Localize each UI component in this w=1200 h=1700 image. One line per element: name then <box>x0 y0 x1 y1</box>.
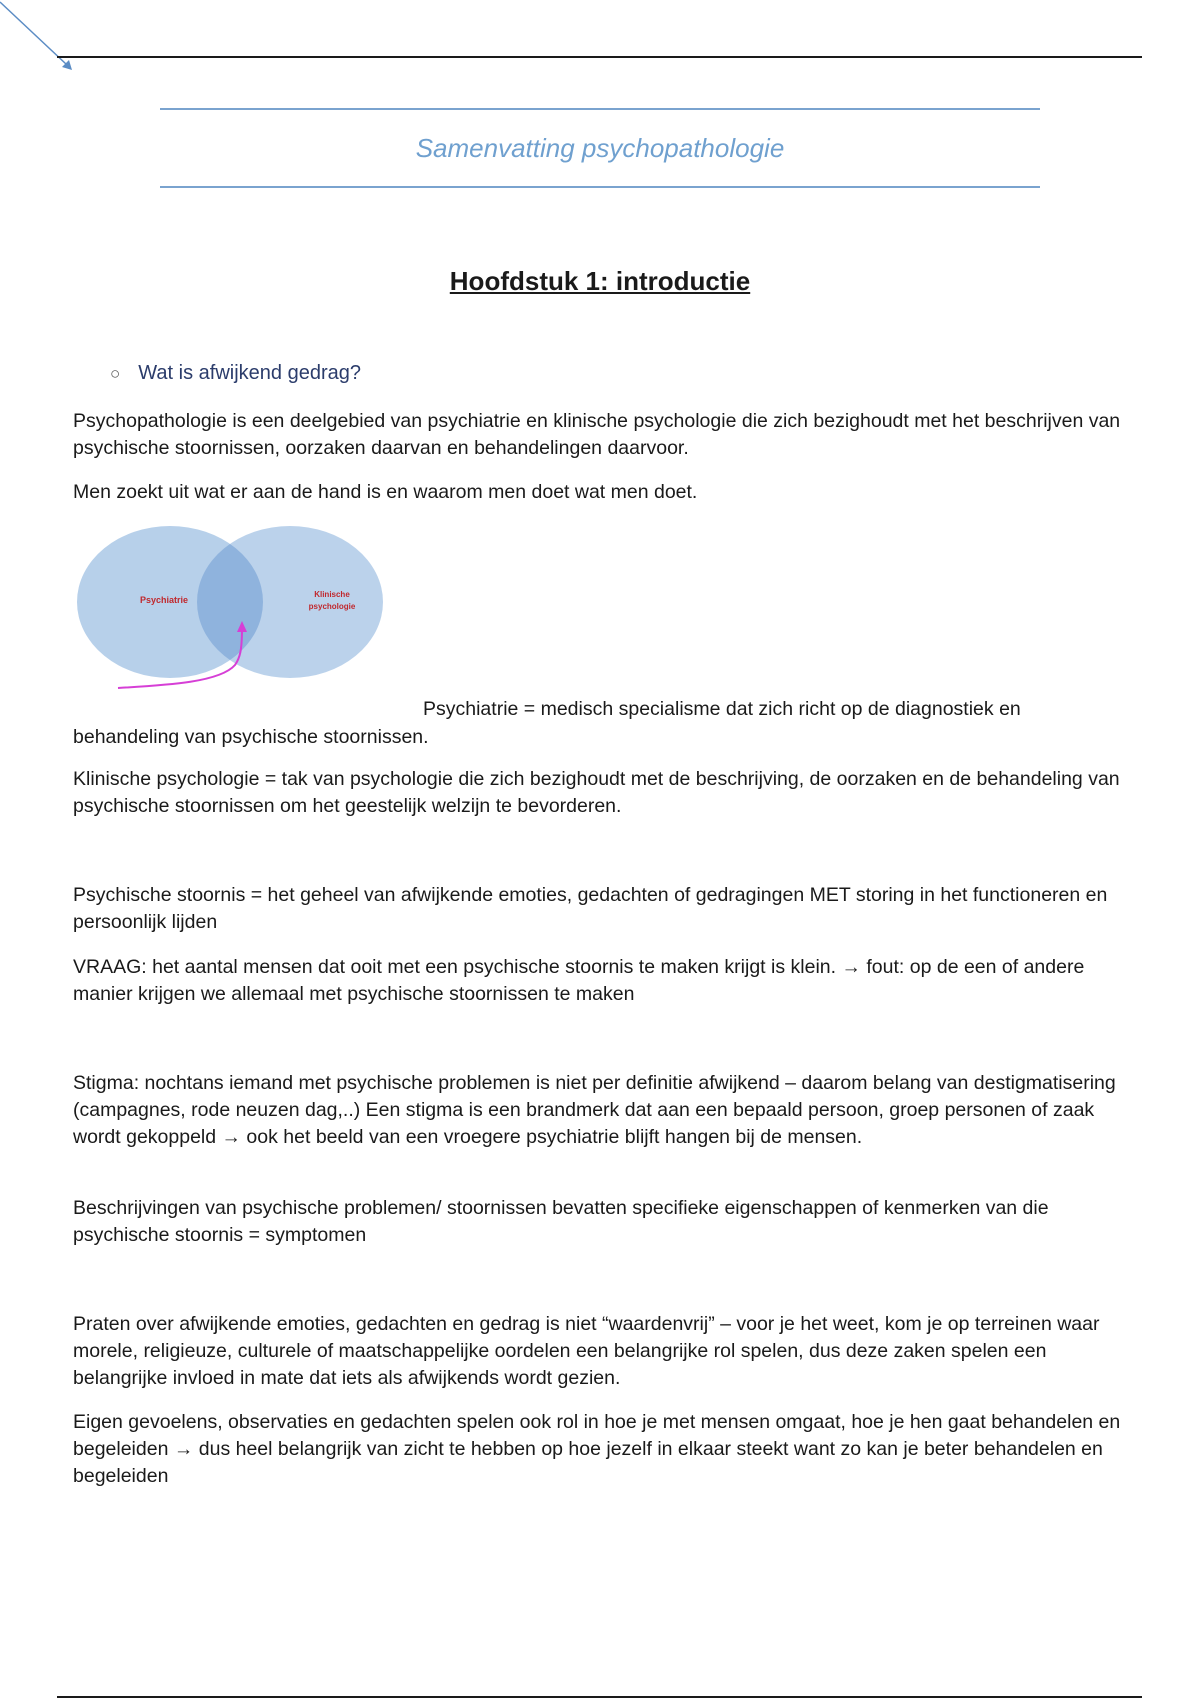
paragraph-psychic-disorder: Psychische stoornis = het geheel van afwijkende emoties, gedachten of gedragingen MET storing in het functioneren en persoonlijk lijden <box>73 884 1108 933</box>
corner-arrow-icon <box>0 0 80 80</box>
hollow-bullet-icon: ○ <box>110 364 121 383</box>
paragraph-symptoms: Beschrijvingen van psychische problemen/ stoornissen bevatten specifieke eigenschappen of kenmerken van die psychische stoornis = symptomen <box>73 1197 1049 1246</box>
page-top-rule <box>57 56 1142 58</box>
paragraph-stigma: Stigma: nochtans iemand met psychische problemen is niet per definitie afwijkend – daarom belang van destigmatisering (campagnes, rode neuzen dag,..) Een stigma is een brandmerk dat aan een bepaald persoon, groep personen of zaak wordt gekoppeld → ook het beeld van een vroegere psychiatrie blijft hangen bij de mensen. <box>73 1072 1116 1148</box>
paragraph-own-feelings: Eigen gevoelens, observaties en gedachten spelen ook rol in hoe je met mensen omgaat, hoe je hen gaat behandelen en begeleiden → dus heel belangrijk van zicht te hebben op hoe jezelf in elkaar steekt want zo kan je beter behandelen en begeleiden <box>73 1411 1121 1487</box>
venn-label-clinical-line2: psychologie <box>308 602 356 611</box>
section-question <box>110 362 361 385</box>
paragraph-definition-psychopathology: Psychopathologie is een deelgebied van psychiatrie en klinische psychologie die zich bezighoudt met het beschrijven van psychische stoornissen, oorzaken daarvan en behandelingen daarvoor. <box>73 410 1121 459</box>
paragraph-psychiatry-line1: Psychiatrie = medisch specialisme dat zich richt op de diagnostiek en <box>423 698 1021 720</box>
page-bottom-rule <box>57 1696 1142 1698</box>
paragraph-clinical-psychology: Klinische psychologie = tak van psychologie die zich bezighoudt met de beschrijving, de oorzaken en de behandeling van psychische stoornissen om het geestelijk welzijn te bevorderen. <box>73 768 1120 817</box>
section-question-text: Wat is afwijkend gedrag? <box>138 362 361 384</box>
paragraph-purpose: Men zoekt uit wat er aan de hand is en waarom men doet wat men doet. <box>73 481 698 503</box>
paragraph-psychiatry-line2: behandeling van psychische stoornissen. <box>73 726 429 748</box>
document-header <box>160 108 1040 188</box>
venn-label-psychiatry: Psychiatrie <box>140 595 189 605</box>
venn-label-clinical-line1: Klinische <box>314 590 350 599</box>
paragraph-value-free: Praten over afwijkende emoties, gedachten en gedrag is niet “waardenvrij” – voor je het weet, kom je op terreinen waar morele, religieuze, culturele of maatschappelijke oordelen een belangrijke rol spelen, dus deze zaken spelen een belangrijke invloed in mate dat iets als afwijkends wordt gezien. <box>73 1313 1100 1389</box>
header-rule-bottom <box>160 186 1040 188</box>
venn-diagram <box>70 520 400 695</box>
paragraph-question: VRAAG: het aantal mensen dat ooit met een psychische stoornis te maken krijgt is klein. → fout: op de een of andere manier krijgen we allemaal met psychische stoornissen te maken <box>73 956 1085 1005</box>
chapter-heading: Hoofdstuk 1: introductie <box>449 266 751 296</box>
document-title: Samenvatting psychopathologie <box>415 133 785 163</box>
